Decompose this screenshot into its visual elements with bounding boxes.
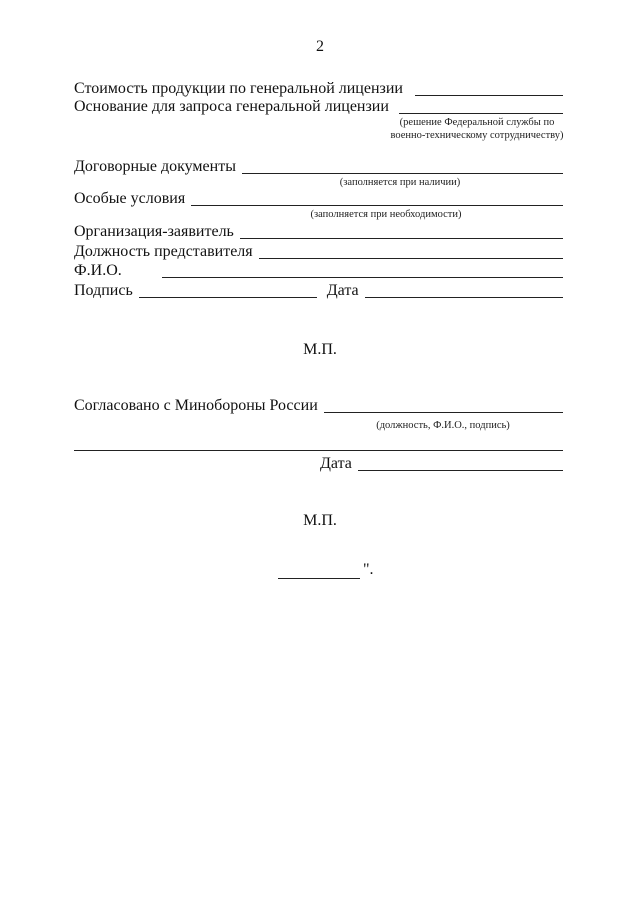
footer-quote: ". <box>363 561 374 578</box>
full-name-row <box>74 262 563 280</box>
representative-position-field[interactable] <box>259 244 563 259</box>
applicant-org-row <box>74 223 563 241</box>
request-basis-note: (решение Федеральной службы по военно-техническому сотрудничеству) <box>390 117 564 141</box>
special-conditions-label: Особые условия <box>74 190 186 207</box>
mod-date-label: Дата <box>320 455 352 472</box>
footer-blank <box>278 561 374 579</box>
date-label: Дата <box>326 282 359 299</box>
request-basis-row <box>74 98 563 116</box>
contract-docs-row <box>74 158 563 176</box>
representative-position-label: Должность представителя <box>74 243 253 260</box>
mod-agreed-label: Согласовано с Минобороны России <box>74 397 318 414</box>
contract-docs-field[interactable] <box>242 159 563 174</box>
signature-field[interactable] <box>139 283 317 298</box>
mod-date-row <box>320 455 563 473</box>
signature-label: Подпись <box>74 282 133 299</box>
seal-placeholder: М.П. <box>303 341 337 358</box>
special-conditions-field[interactable] <box>191 191 563 206</box>
page-number: 2 <box>316 38 324 55</box>
footer-blank-line[interactable] <box>278 564 360 579</box>
full-name-field[interactable] <box>162 263 563 278</box>
mod-seal-placeholder: М.П. <box>303 512 337 529</box>
product-cost-label: Стоимость продукции по генеральной лицензии <box>74 80 403 97</box>
mod-agreed-row <box>74 397 563 415</box>
signature-date-row <box>74 282 563 300</box>
representative-position-row <box>74 243 563 261</box>
date-field[interactable] <box>365 283 563 298</box>
mod-agreed-field[interactable] <box>324 398 563 413</box>
mod-date-field[interactable] <box>358 456 563 471</box>
special-conditions-row <box>74 190 563 208</box>
contract-docs-label: Договорные документы <box>74 158 236 175</box>
mod-agreed-note: (должность, Ф.И.О., подпись) <box>376 420 510 431</box>
applicant-org-field[interactable] <box>240 224 563 239</box>
request-basis-field[interactable] <box>399 99 563 114</box>
product-cost-row <box>74 80 563 98</box>
mod-signature-line[interactable] <box>74 450 563 451</box>
product-cost-field[interactable] <box>415 81 563 96</box>
contract-docs-note: (заполняется при наличии) <box>339 177 461 188</box>
special-conditions-note: (заполняется при необходимости) <box>310 209 462 220</box>
applicant-org-label: Организация-заявитель <box>74 223 234 240</box>
full-name-label: Ф.И.О. <box>74 262 122 279</box>
request-basis-label: Основание для запроса генеральной лицензии <box>74 98 389 115</box>
